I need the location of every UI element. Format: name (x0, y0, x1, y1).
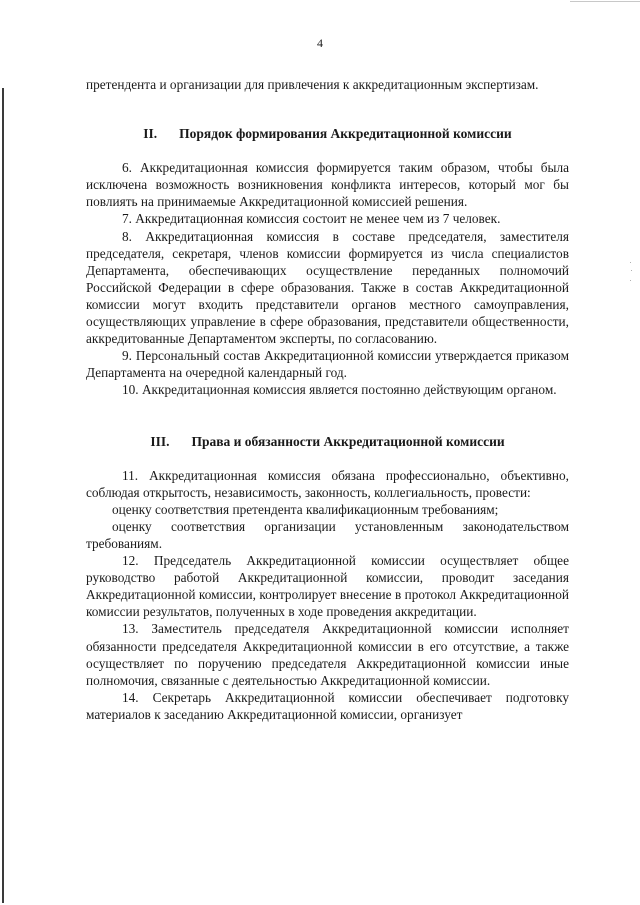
paragraph-14: 14. Секретарь Аккредитационной комиссии обеспечивает подготовку материалов к заседанию Аккредитационной комиссии, организует (86, 689, 569, 722)
scan-margin-line (2, 88, 4, 903)
document-body (86, 76, 569, 723)
section-title: Права и обязанности Аккредитационной комиссии (191, 433, 505, 449)
paragraph-9: 9. Персональный состав Аккредитационной комиссии утверждается приказом Департамента на очередной календарный год. (86, 348, 569, 381)
scan-speck (630, 280, 631, 281)
section-heading-2 (86, 125, 569, 142)
paragraph-13: 13. Заместитель председателя Аккредитационной комиссии исполняет обязанности председателя Аккредитационной комиссии в его отсутствие, а также осуществляет по поручению председателя Аккредитационной комиссии иные полномочия, связанные с деятельностью Аккредитационной комиссии. (86, 621, 569, 688)
paragraph-6: 6. Аккредитационная комиссия формируется таким образом, чтобы была исключена возможность возникновения конфликта интересов, который мог бы повлиять на принимаемые Аккредитационной комиссией решения. (86, 160, 569, 210)
paragraph-12: 12. Председатель Аккредитационной комиссии осуществляет общее руководство работой Аккредитационной комиссии, проводит заседания Аккредитационной комиссии, контролирует внесение в протокол Аккредитационной комиссии результатов, полученных в ходе проведения аккредитации. (86, 553, 569, 620)
paragraph-8: 8. Аккредитационная комиссия в составе председателя, заместителя председателя, секретаря, членов комиссии формируется из числа специалистов Департамента, обеспечивающих осуществление переданных полномочий Российской Федерации в сфере образования. Также в состав Аккредитационной комиссии могут входить представители органов местного самоуправления, осуществляющих управление в сфере образования, представители общественности, аккредитованные Департаментом эксперты, по согласованию. (86, 228, 569, 347)
section-heading-3 (86, 433, 569, 450)
paragraph-11-item-2: оценку соответствия организации установленным законодательством требованиям. (86, 518, 569, 551)
scan-edge-rule (570, 1, 640, 2)
paragraph-7: 7. Аккредитационная комиссия состоит не менее чем из 7 человек. (122, 211, 501, 227)
paragraph-10: 10. Аккредитационная комиссия является постоянно действующим органом. (122, 382, 557, 398)
paragraph-11-item-1: оценку соответствия претендента квалификационным требованиям; (112, 501, 499, 517)
section-title: Порядок формирования Аккредитационной комиссии (179, 126, 512, 142)
section-number: II. (143, 126, 158, 142)
page-number: 4 (317, 36, 323, 50)
paragraph-11: 11. Аккредитационная комиссия обязана профессионально, объективно, соблюдая открытость, независимость, законность, коллегиальность, провести: (86, 467, 569, 500)
scan-speck (630, 262, 631, 263)
continuation-text: претендента и организации для привлечения к аккредитационным экспертизам. (86, 77, 539, 92)
scan-speck (631, 270, 632, 271)
section-number: III. (150, 433, 170, 449)
